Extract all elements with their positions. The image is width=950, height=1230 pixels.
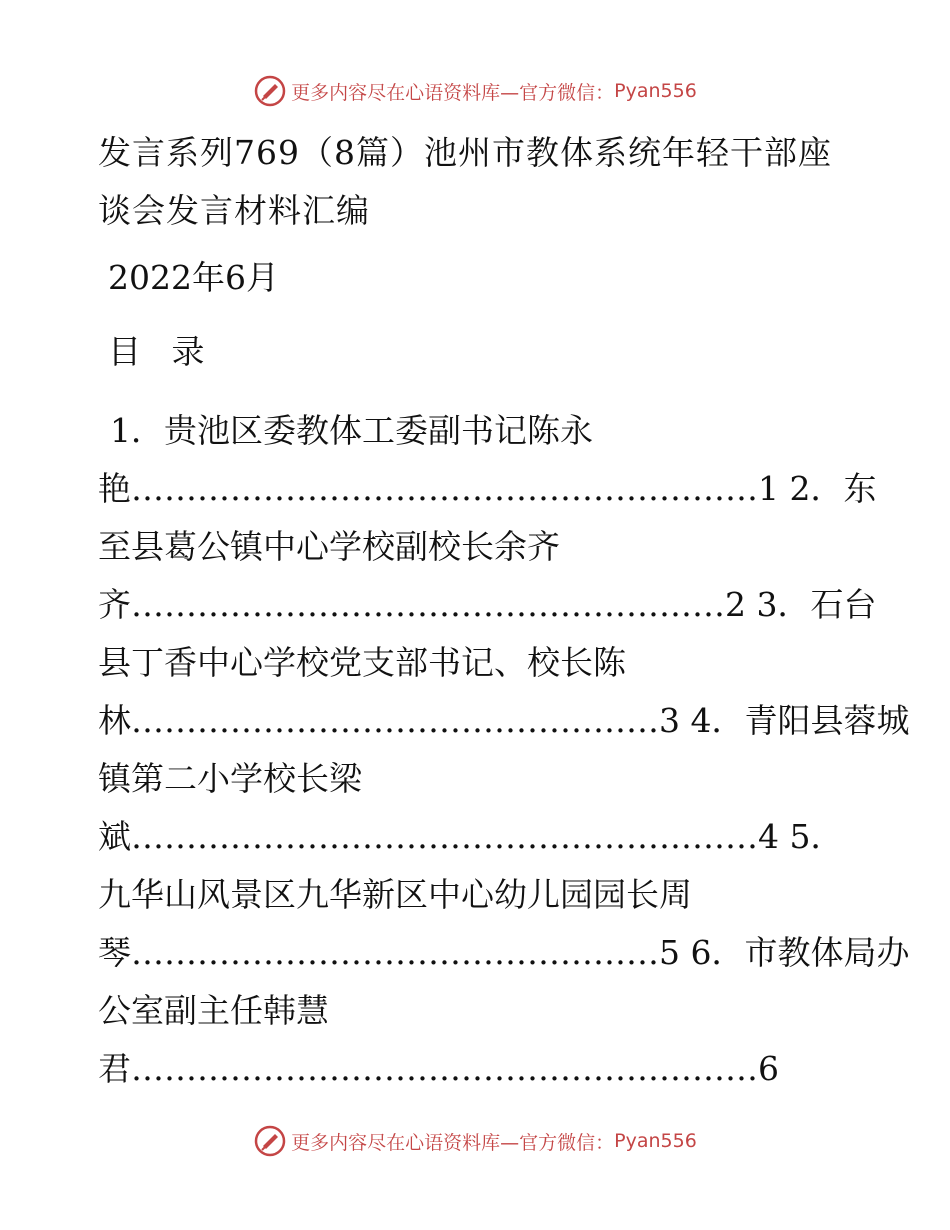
document-date: 2022年6月 (108, 258, 279, 297)
watermark-wechat-id: Pyan556 (614, 1130, 697, 1152)
toc-line: 齐………………………………………………2 3．石台 (98, 585, 877, 624)
toc-line: 九华山风景区九华新区中心幼儿园园长周 (98, 875, 692, 914)
toc-line: 斌…………………………………………………4 5． (98, 817, 844, 856)
document-body (98, 124, 910, 1088)
watermark-wechat-id: Pyan556 (614, 80, 697, 102)
table-of-contents (98, 402, 910, 1098)
watermark-header (0, 74, 950, 108)
title-line-1: 发言系列769（8篇）池州市教体系统年轻干部座 (98, 133, 832, 172)
document-title (98, 124, 838, 240)
logo-icon (253, 1124, 287, 1158)
toc-heading: 目 录 (108, 332, 215, 371)
title-line-2: 谈会发言材料汇编 (98, 191, 370, 230)
toc-line: 镇第二小学校长梁 (98, 759, 362, 798)
watermark-footer (0, 1124, 950, 1158)
toc-line: 君…………………………………………………6 (98, 1049, 779, 1088)
toc-line: 琴…………………………………………5 6．市教体局办 (98, 933, 910, 972)
toc-line: 艳…………………………………………………1 2．东 (98, 469, 877, 508)
toc-line: 至县葛公镇中心学校副校长余齐 (98, 527, 560, 566)
watermark-text: 更多内容尽在心语资料库—官方微信： (291, 1131, 615, 1154)
logo-icon (253, 74, 287, 108)
toc-line: 1．贵池区委教体工委副书记陈永 (110, 411, 593, 450)
watermark-text: 更多内容尽在心语资料库—官方微信： (291, 81, 615, 104)
toc-line: 县丁香中心学校党支部书记、校长陈 (98, 643, 626, 682)
toc-line: 公室副主任韩慧 (98, 991, 329, 1030)
toc-line: 林…………………………………………3 4．青阳县蓉城 (98, 701, 910, 740)
